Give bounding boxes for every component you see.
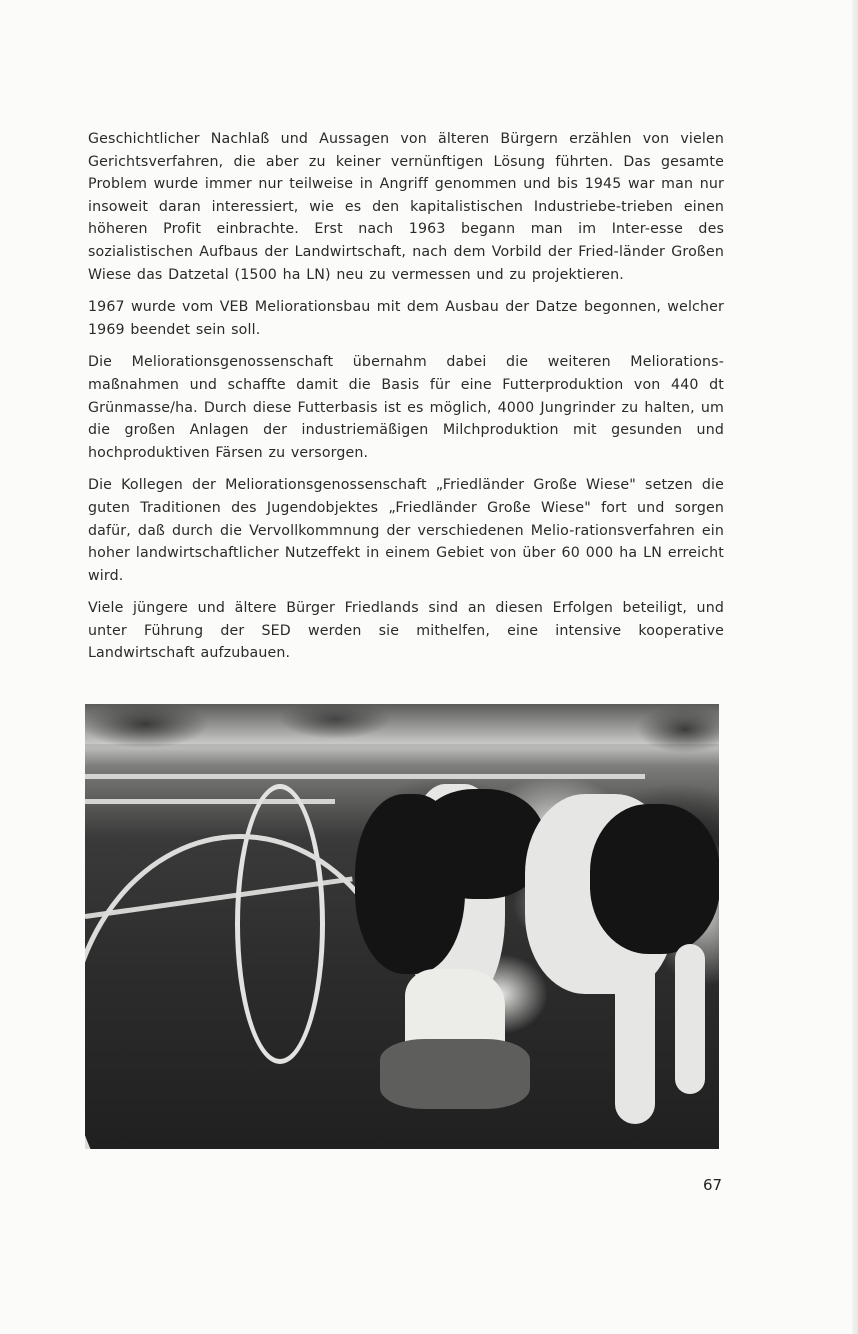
- paragraph-5: Viele jüngere und ältere Bürger Friedlands sind an diesen Erfolgen beteiligt, und unter Führung der SED werden sie mithelfen, eine intensive kooperative Landwirtschaft aufzubauen.: [88, 600, 724, 662]
- photo-cow-leg: [615, 954, 655, 1124]
- photo-rail: [85, 774, 645, 779]
- paragraph-1: Geschichtlicher Nachlaß und Aussagen von älteren Bürgern erzählen von vielen Gerichtsverfahren, die aber zu keiner vernünftigen Lösung führten. Das gesamte Problem wurde immer nur teilweise in Angriff genommen und bis 1945 war man nur insoweit daran interessiert, wie es den kapitalistischen Industriebe-trieben einen höheren Profit einbrachte. Erst nach 1963 begann man im Inter-esse des sozialistischen Aufbaus der Landwirtschaft, nach dem Vorbild der Fried-länder Großen Wiese das Datzetal (1500 ha LN) neu zu vermessen und zu projektieren.: [88, 131, 724, 283]
- paragraph-3: Die Meliorationsgenossenschaft übernahm dabei die weiteren Meliorations-maßnahmen und schaffte damit die Basis für eine Futterproduktion von 440 dt Grünmasse/ha. Durch diese Futterbasis ist es möglich, 4000 Jungrinder zu halten, um die großen Anlagen der industriemäßigen Milchproduktion mit gesunden und hochproduktiven Färsen zu versorgen.: [88, 354, 724, 461]
- page-edge: [852, 0, 858, 1334]
- paragraph-2: 1967 wurde vom VEB Meliorationsbau mit dem Ausbau der Datze begonnen, welcher 1969 beendet sein soll.: [88, 299, 724, 338]
- paragraph-4: Die Kollegen der Meliorationsgenossenschaft „Friedländer Große Wiese" setzen die guten Traditionen des Jugendobjektes „Friedländer Große Wiese" fort und sorgen dafür, daß durch die Vervollkommnung der verschiedenen Melio-rationsverfahren ein hoher landwirtschaftlicher Nutzeffekt in einem Gebiet von über 60 000 ha LN erreicht wird.: [88, 477, 724, 584]
- photo-cow-black-patch: [590, 804, 719, 954]
- photo-person-pants: [380, 1039, 530, 1109]
- milking-photo: [85, 704, 719, 1149]
- photo-cow-leg: [675, 944, 705, 1094]
- photo-trees: [85, 704, 719, 764]
- page-number: 67: [703, 1176, 723, 1194]
- body-text: [88, 128, 724, 675]
